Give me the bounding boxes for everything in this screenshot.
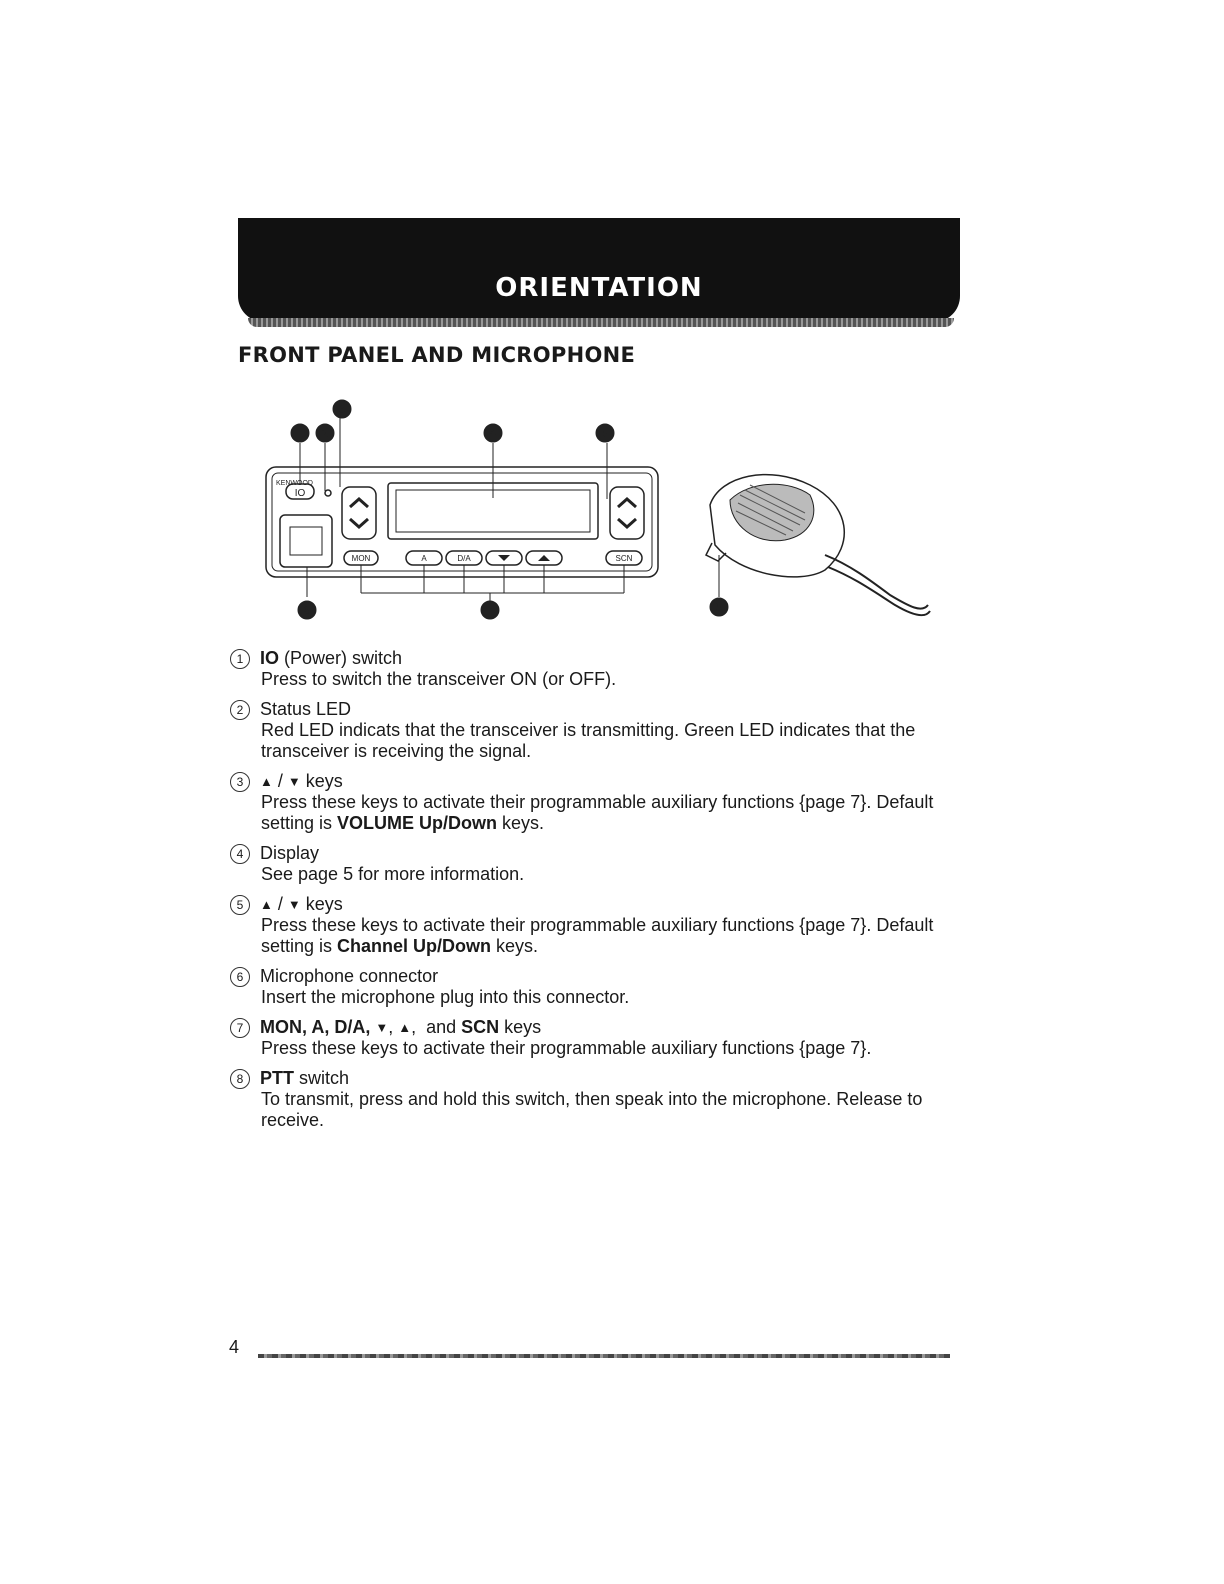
- item-list: [230, 648, 940, 1140]
- up-triangle-icon: ▲: [398, 1020, 412, 1035]
- list-item: [230, 699, 940, 762]
- item-heading: switch: [294, 1068, 350, 1088]
- item-number: 3: [230, 772, 250, 792]
- item-heading: (Power) switch: [279, 648, 403, 668]
- item-number: 2: [230, 700, 250, 720]
- item-key-names: MON, A, D/A,: [260, 1017, 376, 1037]
- callout-7: 7: [486, 603, 494, 617]
- desc-bold: Channel Up/Down: [337, 936, 492, 956]
- item-number: 6: [230, 967, 250, 987]
- callout-2: 2: [321, 426, 329, 440]
- callout-1: 1: [296, 426, 304, 440]
- list-item: [230, 966, 940, 1008]
- da-key-label: D/A: [457, 554, 471, 563]
- a-key-label: A: [421, 554, 427, 563]
- item-description: Red LED indicats that the transceiver is transmitting. Green LED indicates that the transceiver is receiving the signal.: [261, 720, 916, 761]
- page-number: 4: [229, 1337, 240, 1357]
- mic-connector: [280, 515, 332, 567]
- item-description: Press these keys to activate their programmable auxiliary functions {page 7}.: [261, 1038, 872, 1058]
- item-heading: Display: [260, 843, 320, 863]
- header-banner: [238, 218, 960, 322]
- item-heading: Microphone connector: [260, 966, 439, 986]
- up-arrow-icon: ▲: [260, 774, 273, 789]
- io-key-label: IO: [294, 488, 306, 499]
- mon-key-label: MON: [351, 554, 371, 563]
- item-heading: keys: [300, 894, 343, 914]
- item-heading: keys: [499, 1017, 542, 1037]
- list-item: [230, 843, 940, 885]
- item-heading: keys: [300, 771, 343, 791]
- item-description: [230, 915, 940, 957]
- down-arrow-icon: ▼: [287, 897, 301, 912]
- list-item: [230, 894, 940, 957]
- item-key-scn: SCN: [461, 1017, 500, 1037]
- item-description: See page 5 for more information.: [261, 864, 525, 884]
- item-separator: /: [272, 771, 288, 791]
- banner-shadow: [248, 318, 954, 327]
- status-led: [325, 490, 331, 496]
- microphone: [706, 475, 930, 616]
- item-number: 7: [230, 1018, 250, 1038]
- desc-text-end: keys.: [491, 936, 539, 956]
- item-description: [230, 792, 940, 834]
- right-updown-keys: [610, 487, 644, 539]
- list-item: [230, 648, 940, 690]
- callout-8: 8: [715, 600, 723, 614]
- scn-key-label: SCN: [615, 554, 633, 563]
- page-title: ORIENTATION: [495, 273, 703, 303]
- item-number: 5: [230, 895, 250, 915]
- item-sep: ,: [388, 1017, 399, 1037]
- item-separator: /: [272, 894, 288, 914]
- item-description: Press to switch the transceiver ON (or OFF).: [261, 669, 617, 689]
- item-key-name: IO: [260, 648, 280, 668]
- down-triangle-icon: ▼: [375, 1020, 389, 1035]
- brand-label: KENWOOD: [276, 480, 313, 487]
- footer-rule: [258, 1354, 950, 1358]
- callout-6: 6: [303, 603, 311, 617]
- list-item: [230, 771, 940, 834]
- item-description: To transmit, press and hold this switch, then speak into the microphone. Release to receive.: [261, 1089, 923, 1130]
- desc-bold: VOLUME Up/Down: [337, 813, 498, 833]
- section-title: FRONT PANEL AND MICROPHONE: [238, 343, 636, 367]
- item-number: 1: [230, 649, 250, 669]
- callout-3: 3: [338, 402, 346, 416]
- list-item: [230, 1068, 940, 1131]
- radio-diagram: [250, 395, 950, 630]
- item-heading: Status LED: [260, 699, 352, 719]
- item-key-name: PTT: [260, 1068, 294, 1088]
- callout-4: 4: [489, 426, 497, 440]
- item-sep-and: , and: [411, 1017, 462, 1037]
- callout-5: 5: [601, 426, 609, 440]
- desc-text: Press these keys to activate their programmable auxiliary functions {page 7}. Default setting is: [261, 792, 934, 833]
- desc-text-end: keys.: [497, 813, 545, 833]
- up-arrow-icon: ▲: [260, 897, 273, 912]
- list-item: [230, 1017, 940, 1059]
- down-arrow-icon: ▼: [287, 774, 301, 789]
- item-description: Insert the microphone plug into this connector.: [261, 987, 630, 1007]
- item-number: 8: [230, 1069, 250, 1089]
- desc-text: Press these keys to activate their programmable auxiliary functions {page 7}. Default setting is: [261, 915, 934, 956]
- item-number: 4: [230, 844, 250, 864]
- left-updown-keys: [342, 487, 376, 539]
